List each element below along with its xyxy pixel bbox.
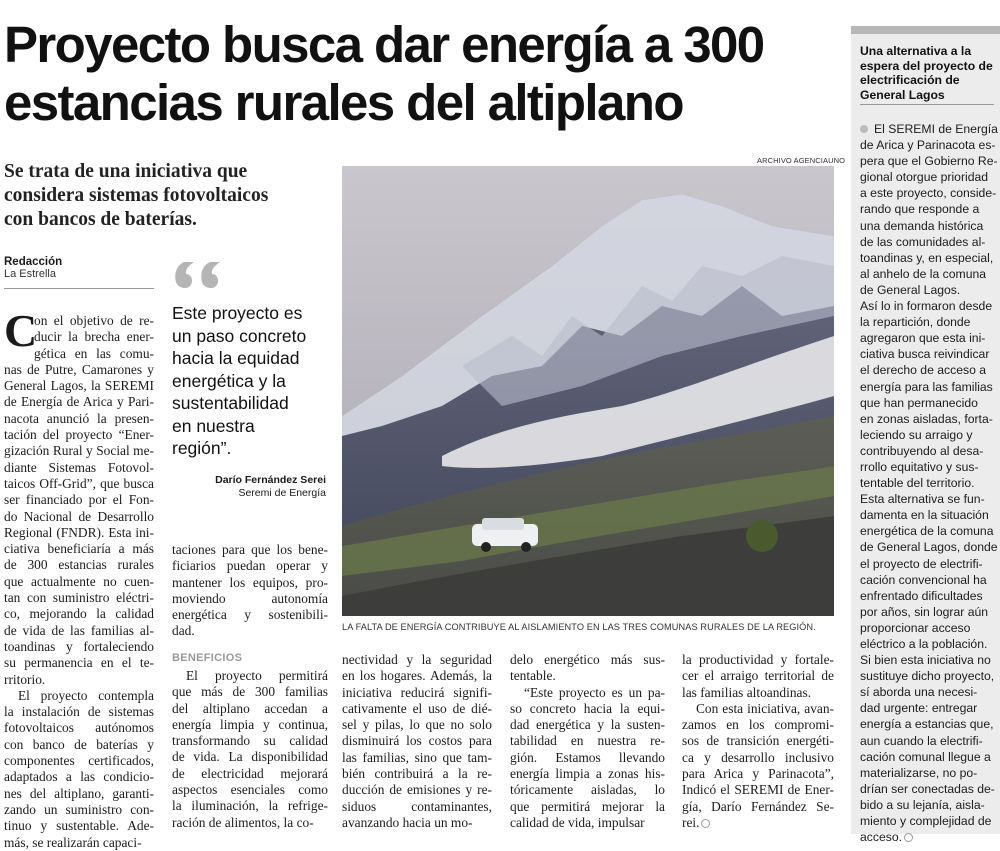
article-line: de vida. La disponibilidad xyxy=(172,749,328,765)
article-line: energía limpia a zonas his- xyxy=(510,766,665,782)
article-line: nectividad y la seguridad xyxy=(342,652,492,667)
article-line: do Nacional de Desarrollo xyxy=(4,508,154,524)
headline xyxy=(4,16,834,132)
sidebar-body xyxy=(860,121,996,845)
pull-quote xyxy=(172,302,342,460)
sidebar-line: enfrentado dificultades xyxy=(860,588,983,603)
sidebar-line: rrollo equitativo y sus- xyxy=(860,459,979,474)
article-line: ración de alimentos, la co- xyxy=(172,814,314,830)
sidebar-line: gional otorgue prioridad xyxy=(860,170,989,185)
article-line: para Arica y Parinacota”, xyxy=(682,766,834,782)
article-line: ser financiado por el Fon- xyxy=(4,492,154,508)
subhead-line: con bancos de baterías. xyxy=(4,209,197,230)
pull-quote-attribution xyxy=(172,474,326,500)
sidebar-title-line: espera del proyecto de xyxy=(860,58,993,73)
article-line: zando un suministro con- xyxy=(4,801,154,817)
sidebar-line: drían ser conectadas de- xyxy=(860,781,995,796)
end-mark-icon xyxy=(904,833,913,842)
article-line: ca y desarrollo inclusivo xyxy=(682,749,834,765)
article-line: nacota anunció la presen- xyxy=(4,410,154,426)
article-line: tabilidad en nuestra re- xyxy=(510,733,665,749)
article-line: tinuo y sustentable. Ade- xyxy=(4,818,154,834)
sidebar-line: sí aborda una necesi- xyxy=(860,685,978,700)
article-line: de 300 estancias rurales xyxy=(4,557,154,573)
sidebar-line: cación convencional ha xyxy=(860,572,987,587)
quote-mark-icon xyxy=(170,244,230,304)
article-line: las familias, sino que tam- xyxy=(342,749,492,765)
article-line: mantener los equipos, pro- xyxy=(172,574,328,590)
article-line: avanzando hacia un mo- xyxy=(342,814,473,830)
sidebar-line: de Arica y Parinacota es- xyxy=(860,138,996,153)
sidebar-line: sustituye dicho proyecto, xyxy=(860,669,995,684)
article-line: delo energético más sus- xyxy=(510,652,665,667)
sidebar-line: en zonas aisladas, forta- xyxy=(860,411,993,426)
sidebar-line: el derecho de acceso a xyxy=(860,363,987,378)
article-line: El proyecto contempla xyxy=(18,687,154,703)
article-line: energética y sostenibili- xyxy=(172,607,328,623)
article-line: su permanencia en el te- xyxy=(4,655,154,671)
article-line: disminuirá los costos para xyxy=(342,733,492,749)
sidebar-line: la repartición, donde xyxy=(860,315,971,330)
sidebar-line: energía para las familias xyxy=(860,379,993,394)
article-line: en los hogares. Además, la xyxy=(342,668,492,684)
sidebar-line: bido a su lejanía, aisla- xyxy=(860,797,985,812)
sidebar-line: eléctrico a la población. xyxy=(860,637,988,651)
article-line: energía limpia y continua, xyxy=(172,716,328,732)
article-line: tan con suministro eléctri- xyxy=(4,590,154,606)
sidebar-line: agregaron que esta ini- xyxy=(860,331,986,346)
volcano-photo xyxy=(342,166,834,616)
sidebar-line: energía a estancias que, xyxy=(860,717,994,732)
article-line: la instalación de sistemas xyxy=(4,704,154,720)
sidebar-line: ciativa busca reivindicar xyxy=(860,347,990,362)
pull-quote-line: Este proyecto es xyxy=(172,303,303,323)
sidebar-title-line: electrificación de xyxy=(860,73,960,87)
byline-divider xyxy=(4,288,154,289)
article-line: nes del altiplano, garanti- xyxy=(4,785,154,801)
article-line: rei. xyxy=(682,815,834,831)
sidebar-line: proporcionar acceso xyxy=(860,620,971,635)
photo-caption: LA FALTA DE ENERGÍA CONTRIBUYE AL AISLAMIENTO EN LAS TRES COMUNAS RURALES DE LA REGIÓN. xyxy=(342,622,816,632)
article-line: taciones para que los bene- xyxy=(172,542,328,557)
article-line: del altiplano accedan a xyxy=(172,700,328,716)
article-line: toandinas y fortaleciendo xyxy=(4,638,154,654)
dropcap: C xyxy=(4,305,38,356)
article-line: tación del proyecto “Ener- xyxy=(4,427,154,443)
article-line: ficiarios puedan operar y xyxy=(172,558,328,574)
sidebar-line: toandinas y, en especial, xyxy=(860,250,994,265)
sidebar-line: a este proyecto, conside- xyxy=(860,186,997,201)
sidebar-line: contribuyendo al desa- xyxy=(860,443,984,458)
sidebar-title xyxy=(860,44,996,102)
article-line: la iluminación, la refrige- xyxy=(172,798,328,814)
article-line: con banco de baterías y xyxy=(4,736,154,752)
article-column-5 xyxy=(682,652,834,831)
article-line: aspectos esenciales como xyxy=(172,782,328,798)
article-line: siduos contaminantes, xyxy=(342,798,492,814)
article-line: gión. Estamos llevando xyxy=(510,749,665,765)
article-line: que actualmente no cuen- xyxy=(4,573,154,589)
article-line: de Energía de Arica y Pari- xyxy=(4,394,154,410)
article-line: de vida de las familias al- xyxy=(4,622,154,638)
article-line: ducir la brecha ener- xyxy=(34,329,154,345)
article-line: tóricamente aisladas, lo xyxy=(510,782,665,798)
sidebar-line: que han permanecido xyxy=(860,395,978,410)
sidebar-line: de General Lagos. xyxy=(860,282,961,297)
article-line: ciativa beneficiaría a más xyxy=(4,541,154,557)
headline-line-2: estancias rurales del altiplano xyxy=(4,74,683,131)
article-line: Regional (FNDR). Esta ini- xyxy=(4,524,154,540)
article-column-3 xyxy=(342,652,492,831)
article-line: de electricidad mejorará xyxy=(172,765,328,781)
sidebar-line: miento y complejidad de xyxy=(860,814,992,829)
article-line: transformando su calidad xyxy=(172,733,328,749)
article-line: bién contribuirá a la re- xyxy=(342,766,492,782)
sidebar-line: leciendo su arraigo y xyxy=(860,427,973,442)
pull-quote-role: Seremi de Energía xyxy=(238,487,326,499)
article-line: calidad de vida, impulsar xyxy=(510,814,645,830)
sidebar-line: pera que el Gobierno Re- xyxy=(860,154,998,169)
sidebar-line: Esta alternativa se fun- xyxy=(860,492,985,507)
article-line: componentes certificados, xyxy=(4,753,154,769)
article-line: General Lagos, la SEREMI xyxy=(4,378,154,394)
byline-outlet: La Estrella xyxy=(4,268,56,280)
article-line: gía, Darío Fernández Se- xyxy=(682,798,834,814)
sidebar-line: El SEREMI de Energía xyxy=(860,121,996,137)
sidebar-line: damenta en la situación xyxy=(860,508,989,523)
sidebar-line: Si bien esta iniciativa no xyxy=(860,653,991,668)
article-line: adaptados a las condicio- xyxy=(4,769,154,785)
article-line: on el objetivo de re- xyxy=(34,313,154,328)
article-line: Con esta iniciativa, avan- xyxy=(696,700,834,716)
article-column-4 xyxy=(510,652,665,831)
article-column-1 xyxy=(4,305,154,851)
article-line: que permitirá mejorar la xyxy=(510,798,665,814)
sidebar-line: energética de la comuna xyxy=(860,524,994,539)
article-line: cativamente el uso de dié- xyxy=(342,700,492,716)
sidebar-line: una demanda histórica xyxy=(860,218,984,233)
sidebar-line: por años, sin lograr aún xyxy=(860,604,989,619)
pull-quote-line: un paso concreto xyxy=(172,325,307,346)
article-line: fotovoltaicos autónomos xyxy=(4,720,154,736)
byline-author: Redacción xyxy=(4,256,63,268)
subhead-line: Se trata de una iniciativa que xyxy=(4,161,248,182)
article-line: so concreto hacia la equi- xyxy=(510,700,665,716)
sidebar-line: cación comunal llegue a xyxy=(860,749,991,764)
pull-quote-line: sustentabilidad xyxy=(172,393,289,413)
article-line: sel y pilas, lo que no solo xyxy=(342,717,492,733)
pull-quote-line: energética y la xyxy=(172,370,286,391)
byline xyxy=(4,256,62,280)
subheadline xyxy=(4,160,334,232)
article-line: la productividad y fortale- xyxy=(682,652,834,667)
article-line: sos de transición energéti- xyxy=(682,733,834,749)
article-line: nas de Putre, Camarones y xyxy=(4,361,154,377)
pull-quote-line: región”. xyxy=(172,438,232,458)
article-line: diante Sistemas Fotovol- xyxy=(4,459,154,475)
article-line: dad energética y la susten- xyxy=(510,717,665,733)
article-line: gización Rural y Social me- xyxy=(4,443,154,459)
pull-quote-line: hacia la equidad xyxy=(172,348,300,368)
article-line: más, se realizarán capaci- xyxy=(4,834,142,850)
sidebar-line: aun cuando la electrifi- xyxy=(860,733,983,748)
article-line: taicos Off-Grid”, que busca xyxy=(4,475,154,491)
sidebar-line: dad urgente: entregar xyxy=(860,701,978,716)
article-line: ducción de emisiones y re- xyxy=(342,782,492,798)
article-line: zamos en los compromi- xyxy=(682,717,834,733)
article-line: co, mejorando la calidad xyxy=(4,606,154,622)
sidebar-line: tentable del territorio. xyxy=(860,476,975,491)
subhead-line: considera sistemas fotovoltaicos xyxy=(4,185,269,206)
sidebar-line: el proyecto de electrifi- xyxy=(860,556,983,571)
article-line: Indicó el SEREMI de Ener- xyxy=(682,782,834,798)
photo-credit: ARCHIVO AGENCIAUNO xyxy=(757,156,846,165)
headline-line-1: Proyecto busca dar energía a 300 xyxy=(4,16,764,73)
bullet-icon xyxy=(860,125,868,133)
sidebar-line: de las comunidades al- xyxy=(860,234,986,249)
sidebar-line: acceso. xyxy=(860,829,996,845)
pull-quote-author: Darío Fernández Serei xyxy=(215,474,326,486)
sidebar-line: rando que responde a xyxy=(860,202,980,217)
article-column-2-bottom xyxy=(172,668,328,831)
sidebar-line: de General Lagos, donde xyxy=(860,540,998,555)
article-line: tentable. xyxy=(510,668,556,684)
section-heading: BENEFICIOS xyxy=(172,652,243,664)
sidebar-line: al anhelo de la comuna xyxy=(860,266,987,281)
article-line: gética en las comu- xyxy=(34,345,154,361)
article-line: “Este proyecto es un pa- xyxy=(524,684,665,700)
sidebar-divider xyxy=(860,104,994,105)
article-line: las familias altoandinas. xyxy=(682,684,812,700)
article-column-2-top xyxy=(172,542,328,640)
article-line: El proyecto permitirá xyxy=(186,668,328,683)
sidebar-line: materializarse, no po- xyxy=(860,765,978,780)
article-line: moviendo autonomía xyxy=(172,590,328,606)
end-mark-icon xyxy=(701,819,710,828)
article-line: que más de 300 familias xyxy=(172,684,328,700)
sidebar-line: Así lo in formaron desde xyxy=(860,299,993,314)
article-line: iniciativa reducirá signifi- xyxy=(342,684,492,700)
sidebar-title-line: Una alternativa a la xyxy=(860,44,972,58)
article-line: dad. xyxy=(172,623,195,639)
article-line: cer el arraigo territorial de xyxy=(682,668,834,684)
sidebar-title-line: General Lagos xyxy=(860,87,945,102)
pull-quote-line: en nuestra xyxy=(172,415,255,436)
article-line: rritorio. xyxy=(4,671,46,687)
